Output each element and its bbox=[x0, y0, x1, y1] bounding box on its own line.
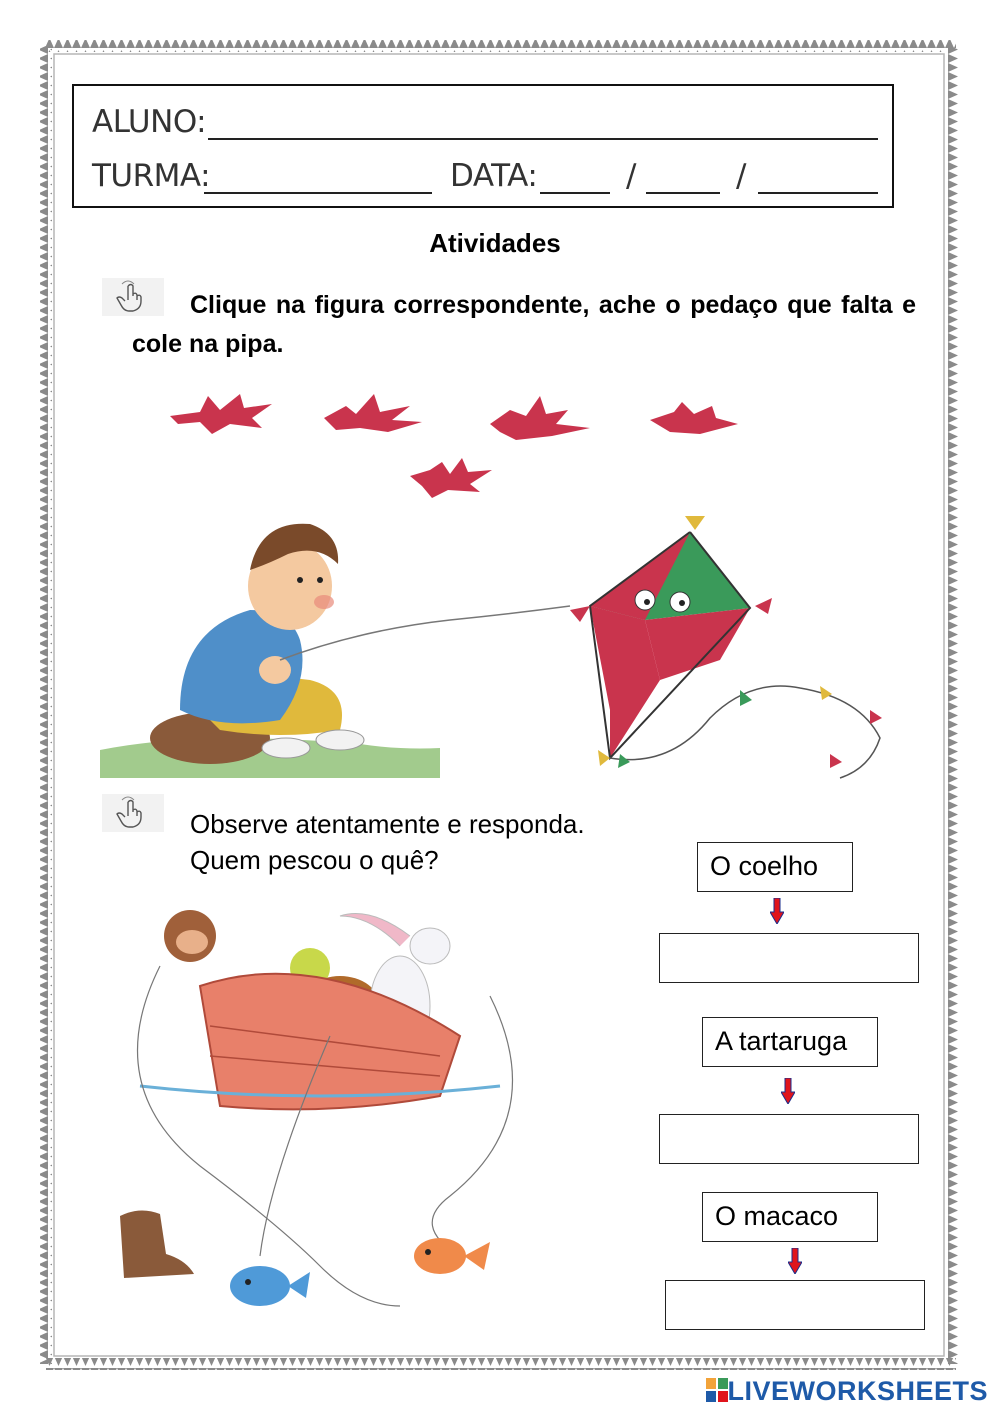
data-day-line[interactable] bbox=[540, 192, 610, 194]
kite-piece-5[interactable] bbox=[410, 458, 492, 498]
fishing-boat-illustration bbox=[100, 896, 520, 1346]
kite-piece-1[interactable] bbox=[170, 394, 272, 434]
kite-piece-3[interactable] bbox=[490, 396, 590, 440]
liveworksheets-logo-icon bbox=[706, 1378, 728, 1402]
animal-box-macaco: O macaco bbox=[702, 1192, 878, 1242]
activity2-line1: Observe atentamente e responda. bbox=[190, 809, 585, 839]
answer-box-coelho[interactable] bbox=[659, 933, 919, 983]
aluno-label: ALUNO: bbox=[92, 104, 207, 140]
date-slash: / bbox=[736, 158, 747, 194]
brand-wordmark[interactable]: LIVEWORKSHEETS bbox=[727, 1376, 988, 1406]
date-slash: / bbox=[626, 158, 637, 194]
turma-line[interactable] bbox=[204, 192, 432, 194]
animal-box-coelho: O coelho bbox=[697, 842, 853, 892]
kite-pieces-group bbox=[160, 388, 760, 508]
answer-box-macaco[interactable] bbox=[665, 1280, 925, 1330]
activity2-instruction bbox=[190, 806, 585, 878]
student-info-box bbox=[72, 84, 894, 208]
data-year-line[interactable] bbox=[758, 192, 878, 194]
data-label: DATA: bbox=[450, 158, 538, 194]
activity1-instruction: Clique na figura correspondente, ache o pedaço que falta e cole na pipa. bbox=[132, 291, 916, 358]
activity2-line2: Quem pescou o quê? bbox=[190, 845, 439, 875]
answer-box-tartaruga[interactable] bbox=[659, 1114, 919, 1164]
arrow-down-icon bbox=[788, 1248, 802, 1274]
kite-piece-4[interactable] bbox=[650, 402, 738, 434]
arrow-down-icon bbox=[770, 898, 784, 924]
animal-box-tartaruga: A tartaruga bbox=[702, 1017, 878, 1067]
turma-label: TURMA: bbox=[92, 158, 211, 194]
aluno-line[interactable] bbox=[208, 138, 878, 140]
data-month-line[interactable] bbox=[646, 192, 720, 194]
hand-pointer-icon[interactable] bbox=[102, 794, 164, 832]
arrow-down-icon bbox=[781, 1078, 795, 1104]
page-title: Atividades bbox=[429, 228, 561, 258]
kite-piece-2[interactable] bbox=[324, 394, 422, 432]
boy-flying-kite-illustration bbox=[100, 510, 900, 780]
